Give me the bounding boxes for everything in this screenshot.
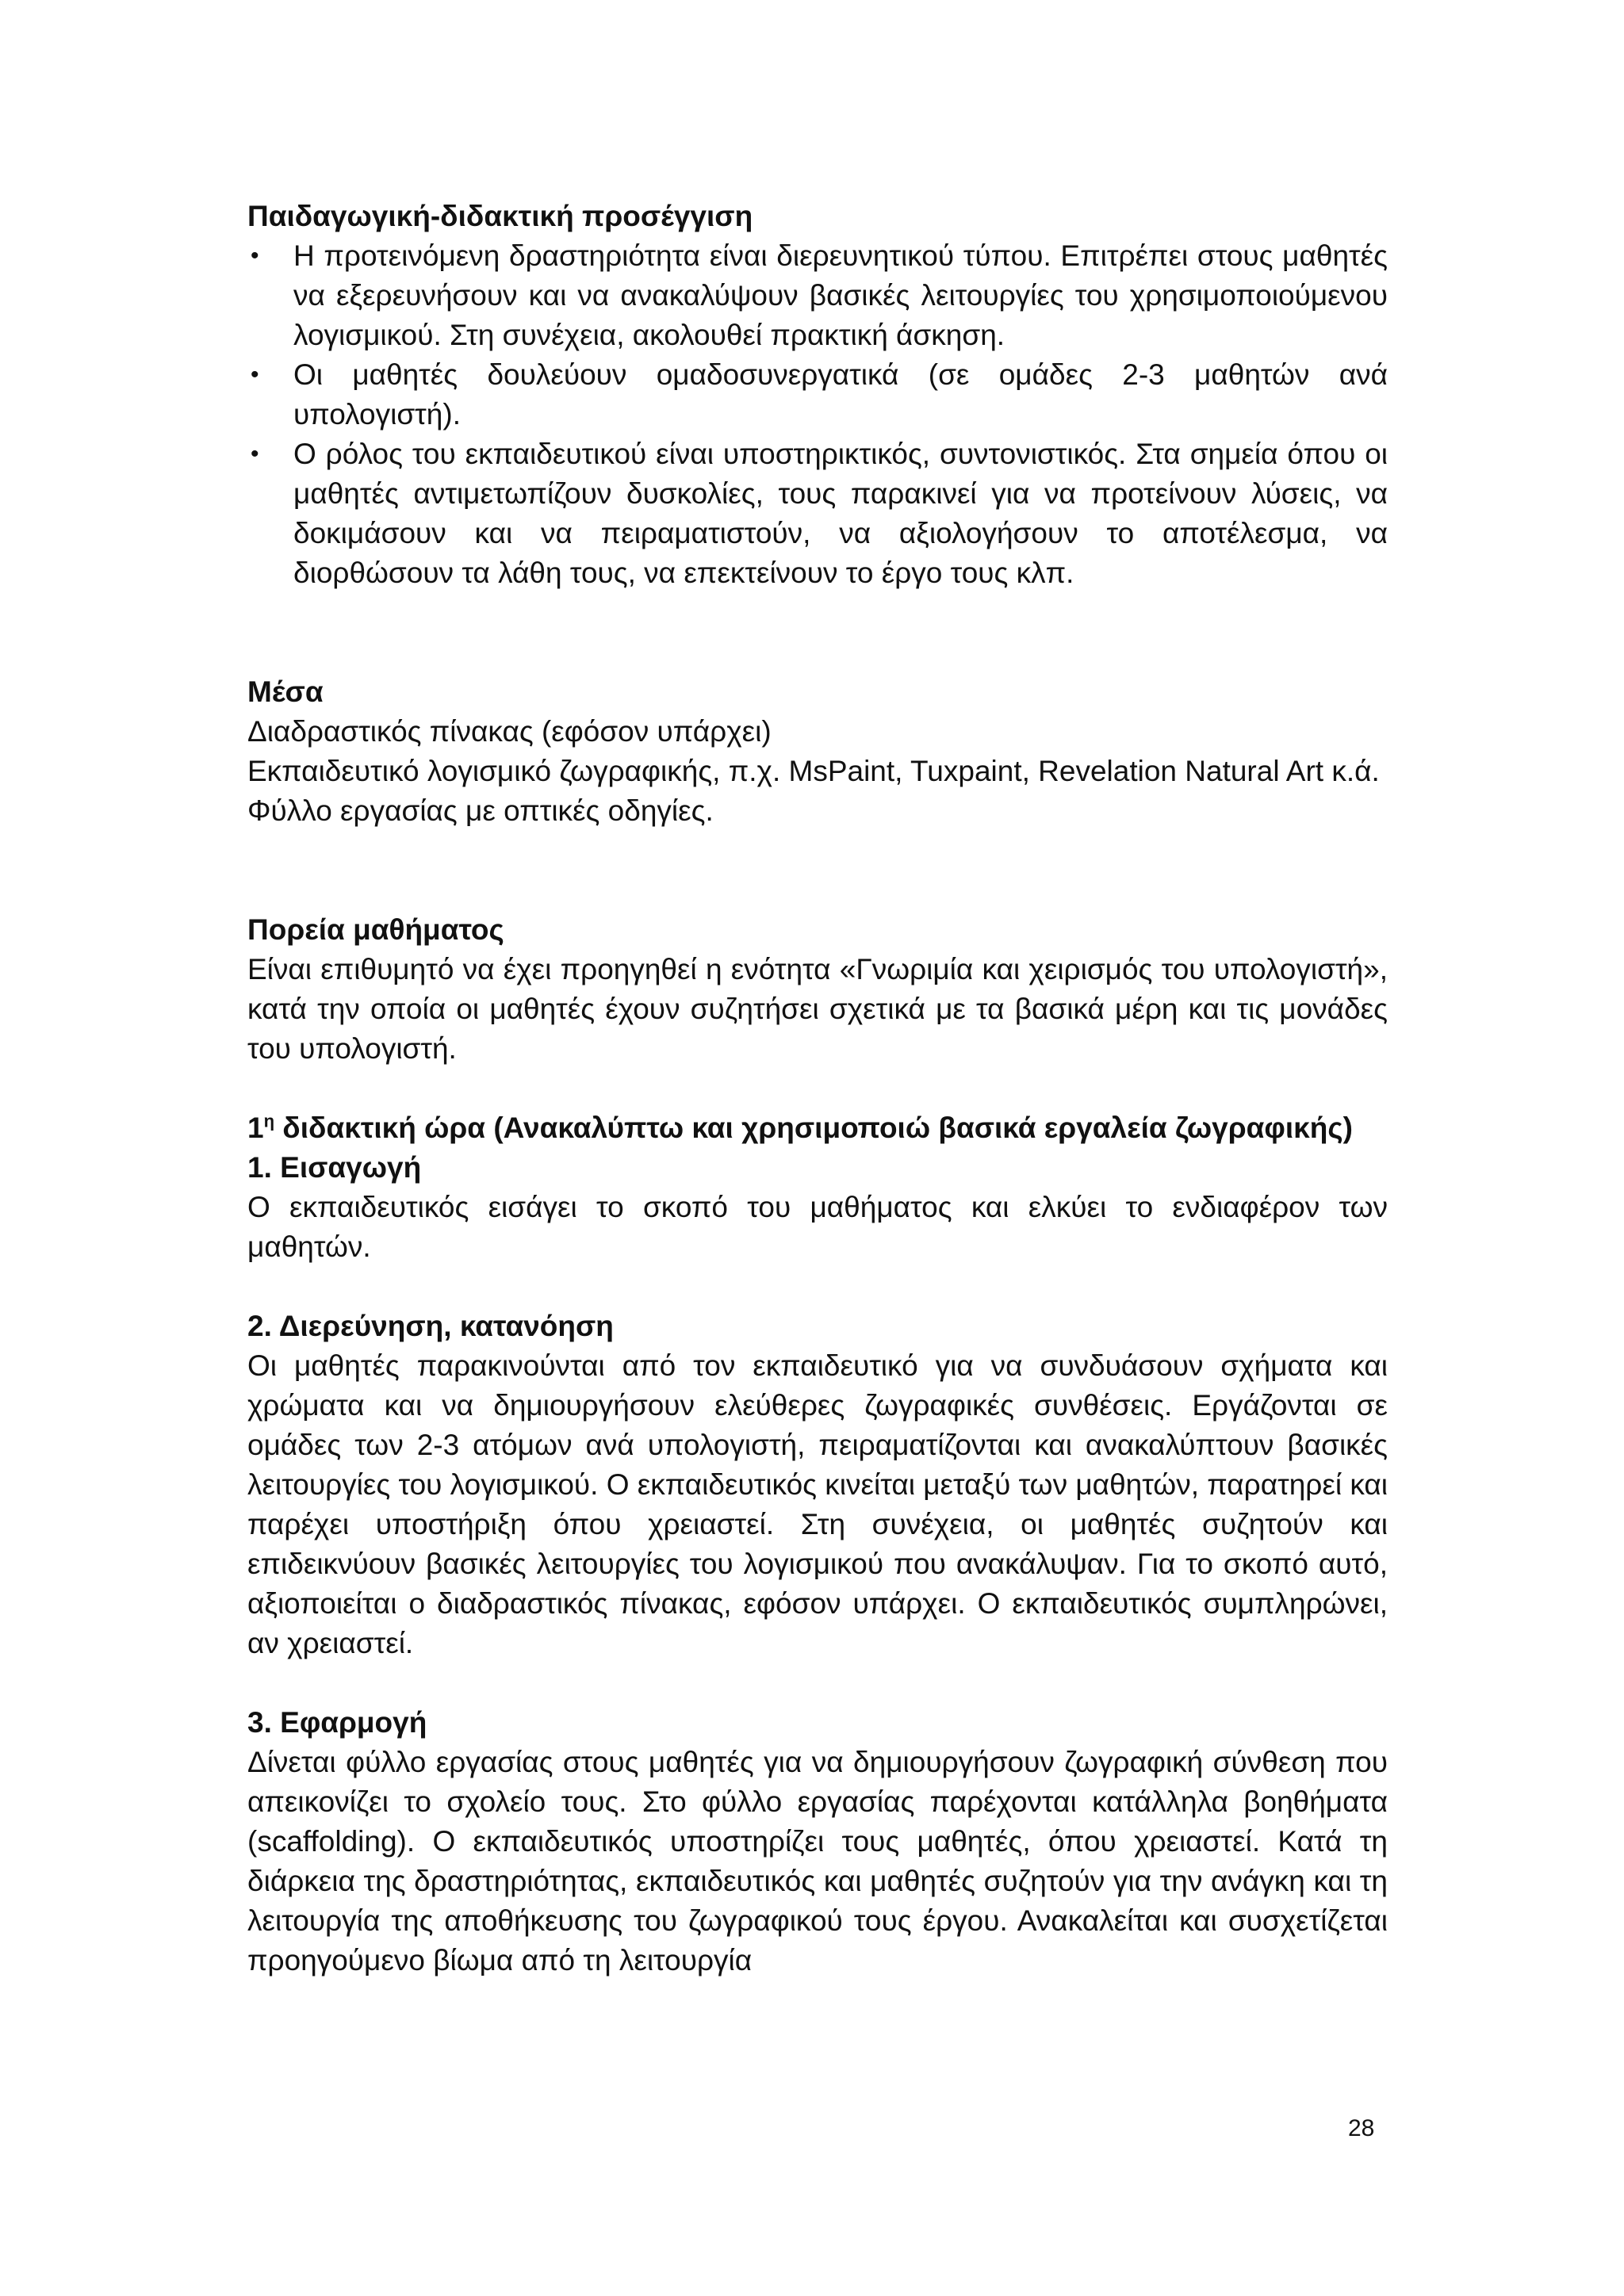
means-line: Εκπαιδευτικό λογισμικό ζωγραφικής, π.χ. MsPaint, Tuxpaint, Revelation Natural Art κ.ά. bbox=[247, 755, 1380, 787]
section-title-pedagogy: Παιδαγωγική-διδακτική προσέγγιση bbox=[247, 200, 753, 232]
list-item bbox=[247, 434, 1388, 593]
page-number: 28 bbox=[1348, 2115, 1375, 2141]
pedagogy-bullet-list bbox=[247, 236, 1388, 593]
bullet-text: Ο ρόλος του εκπαιδευτικού είναι υποστηρικτικός, συντονιστικός. Στα σημεία όπου οι μαθητές αντιμετωπίζουν δυσκολίες, τους παρακινεί για να προτείνουν λύσεις, να δοκιμάσουν και να πειραματιστούν, να αξιολογήσουν το αποτέλεσμα, να διορθώσουν τα λάθη τους, να επεκτείνουν το έργο τους κλπ. bbox=[293, 438, 1388, 589]
bullet-text: Η προτεινόμενη δραστηριότητα είναι διερευνητικού τύπου. Επιτρέπει στους μαθητές να εξερευνήσουν και να ανακαλύψουν βασικές λειτουργίες του χρησιμοποιούμενου λογισμικού. Στη συνέχεια, ακολουθεί πρακτική άσκηση. bbox=[293, 239, 1388, 351]
list-item bbox=[247, 355, 1388, 434]
step-title-application: 3. Εφαρμογή bbox=[247, 1706, 427, 1739]
section-title-course: Πορεία μαθήματος bbox=[247, 913, 504, 946]
bullet-icon: • bbox=[251, 243, 259, 269]
course-paragraph: Είναι επιθυμητό να έχει προηγηθεί η ενότητα «Γνωριμία και χειρισμός του υπολογιστή», κατά την οποία οι μαθητές έχουν συζητήσει σχετικά με τα βασικά μέρη και τις μονάδες του υπολογιστή. bbox=[247, 953, 1388, 1065]
lesson-title-text: διδακτική ώρα (Ανακαλύπτω και χρησιμοποιώ βασικά εργαλεία ζωγραφικής) bbox=[274, 1112, 1353, 1144]
section-title-means: Μέσα bbox=[247, 675, 324, 708]
step-paragraph-exploration: Οι μαθητές παρακινούνται από τον εκπαιδευτικό για να συνδυάσουν σχήματα και χρώματα και να δημιουργήσουν ελεύθερες ζωγραφικές συνθέσεις. Εργάζονται σε ομάδες των 2-3 ατόμων ανά υπολογιστή, πειραματίζονται και ανακαλύπτουν βασικές λειτουργίες του λογισμικού. Ο εκπαιδευτικός κινείται μεταξύ των μαθητών, παρατηρεί και παρέχει υποστήριξη όπου χρειαστεί. Στη συνέχεια, οι μαθητές συζητούν και επιδεικνύουν βασικές λειτουργίες του λογισμικού που ανακάλυψαν. Για το σκοπό αυτό, αξιοποιείται ο διαδραστικός πίνακας, εφόσον υπάρχει. Ο εκπαιδευτικός συμπληρώνει, αν χρειαστεί. bbox=[247, 1349, 1388, 1659]
list-item bbox=[247, 236, 1388, 355]
bullet-icon: • bbox=[251, 362, 259, 388]
lesson-number: 1 bbox=[247, 1112, 264, 1144]
document-page bbox=[247, 197, 1388, 1980]
lesson-number-superscript: η bbox=[263, 1111, 275, 1131]
lesson1-title bbox=[247, 1108, 1388, 1148]
step-title-introduction: 1. Εισαγωγή bbox=[247, 1151, 422, 1184]
means-line: Διαδραστικός πίνακας (εφόσον υπάρχει) bbox=[247, 715, 772, 748]
step-title-exploration: 2. Διερεύνηση, κατανόηση bbox=[247, 1310, 614, 1342]
means-line: Φύλλο εργασίας με οπτικές οδηγίες. bbox=[247, 794, 714, 827]
step-paragraph-application: Δίνεται φύλλο εργασίας στους μαθητές για να δημιουργήσουν ζωγραφική σύνθεση που απεικονίζει το σχολείο τους. Στο φύλλο εργασίας παρέχονται κατάλληλα βοηθήματα (scaffolding). Ο εκπαιδευτικός υποστηρίζει τους μαθητές, όπου χρειαστεί. Κατά τη διάρκεια της δραστηριότητας, εκπαιδευτικός και μαθητές συζητούν για την ανάγκη και τη λειτουργία της αποθήκευσης του ζωγραφικού τους έργου. Ανακαλείται και συσχετίζεται προηγούμενο βίωμα από τη λειτουργία bbox=[247, 1746, 1388, 1976]
bullet-icon: • bbox=[251, 441, 259, 467]
bullet-text: Οι μαθητές δουλεύουν ομαδοσυνεργατικά (σε ομάδες 2-3 μαθητών ανά υπολογιστή). bbox=[293, 358, 1388, 430]
step-paragraph-introduction: Ο εκπαιδευτικός εισάγει το σκοπό του μαθήματος και ελκύει το ενδιαφέρον των μαθητών. bbox=[247, 1191, 1388, 1263]
